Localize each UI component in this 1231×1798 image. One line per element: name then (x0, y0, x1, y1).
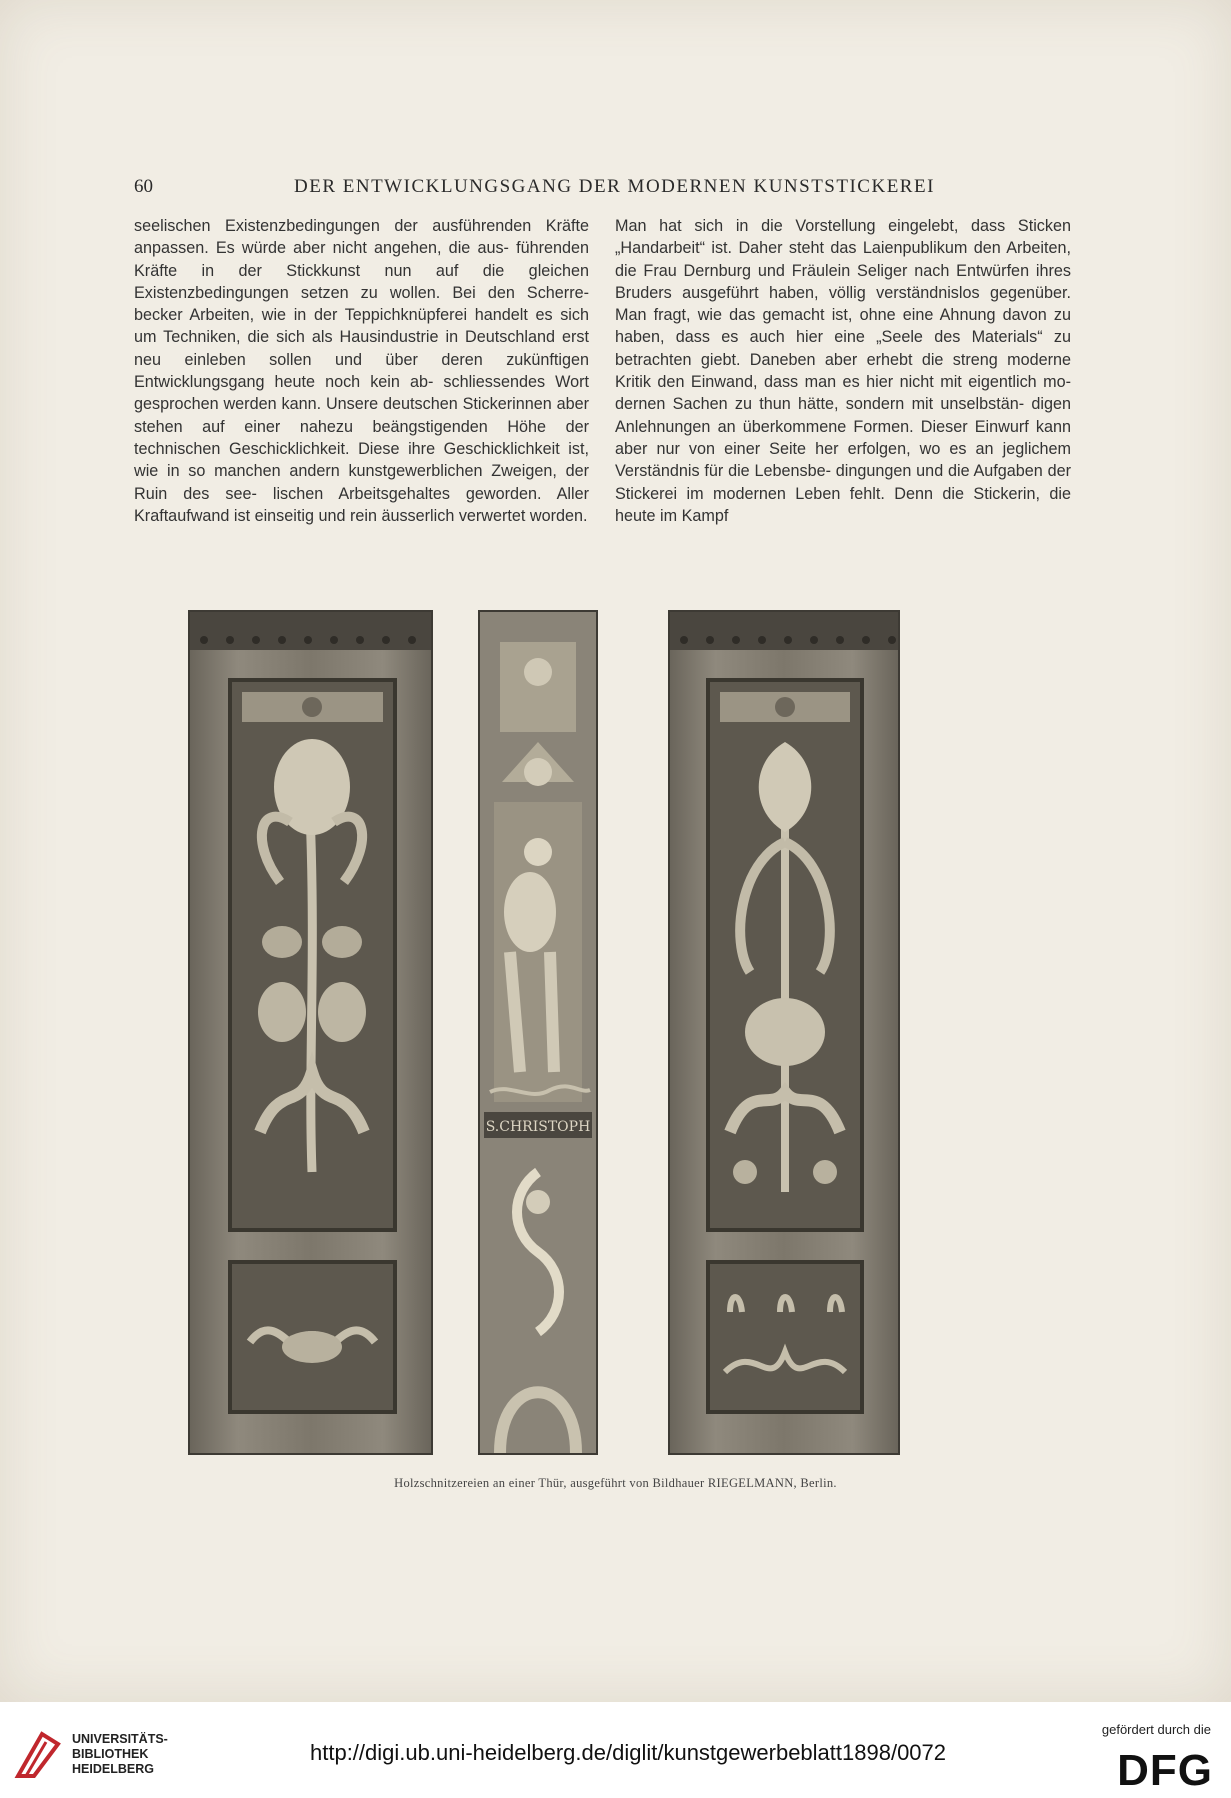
paragraph: seelischen Existenzbedingungen der ausführenden Kräfte anpassen. Es würde aber nicht angehen, die aus- führenden Kräfte in der Stickkunst nun auf die gleichen Existenzbedingungen setzen zu wollen. Bei den Scherre- becker Arbeiten, wie in der Teppichknüpferei handelt es sich um Techniken, die sich als Hausindustrie in Deutschland erst neu einleben sollen und über deren zukünftigen Entwicklungsgang heute noch kein ab- schliessendes Wort gesprochen werden kann. Unsere deutschen Stickerinnen aber stehen auf einer nahezu beängstigenden Höhe der technischen Geschicklichkeit. Diese ihre Geschicklichkeit ist, wie in so manchen andern kunstgewerblichen Zweigen, der Ruin des see- lischen Arbeitsgehaltes geworden. Aller Kraftaufwand ist einseitig und rein äusserlich verwertet worden. (134, 217, 589, 525)
figure-caption: Holzschnitzereien an einer Thür, ausgeführt von Bildhauer RIEGELMANN, Berlin. (394, 1476, 837, 1490)
floral-carving-illustration (670, 612, 898, 1453)
saint-christopher-carving-illustration (480, 612, 596, 1453)
permalink-url[interactable]: http://digi.ub.uni-heidelberg.de/diglit/kunstgewerbeblatt1898/0072 (310, 1740, 947, 1765)
dfg-logo: DFG (1117, 1746, 1213, 1795)
library-line: HEIDELBERG (72, 1762, 154, 1776)
carved-door-panel-left (188, 610, 433, 1455)
carved-pilaster-middle (478, 610, 598, 1455)
university-library-name (72, 1732, 168, 1777)
library-line: UNIVERSITÄTS- (72, 1732, 168, 1746)
paragraph: Man hat sich in die Vorstellung eingelebt, dass Sticken „Handarbeit“ ist. Daher steht das Laienpublikum den Arbeiten, die Frau Dernburg und Fräulein Seliger nach Entwürfen ihres Bruders ausgeführt haben, völlig verständnislos gegenüber. Man fragt, wie das gemacht ist, ohne eine Ahnung davon zu haben, dass es auch hier eine „Seele des Materials“ zu betrachten giebt. Daneben aber erhebt die streng moderne Kritik den Einwand, dass man es hier nicht mit eigentlich mo- dernen Sachen zu thun hätte, sondern mit unselbstän- digen Anlehnungen an überkommene Formen. Dieser Einwurf kann aber nur von einer Seite her erfolgen, wo es an jeglichem Verständnis für die Lebensbe- dingungen und die Aufgaben der Stickerei im modernen Leben fehlt. Denn die Stickerin, die heute im Kampf (615, 217, 1071, 525)
text-column-right (615, 215, 1071, 527)
digitization-footer (0, 1702, 1231, 1798)
funding-note: gefördert durch die (1101, 1722, 1211, 1737)
carved-inscription: S.CHRISTOPH (485, 1119, 591, 1135)
thistle-carving-illustration (190, 612, 431, 1453)
carved-door-panel-right (668, 610, 900, 1455)
library-line: BIBLIOTHEK (72, 1747, 149, 1761)
university-library-logo-icon (14, 1728, 62, 1780)
text-column-left (134, 215, 589, 527)
page-number: 60 (134, 176, 153, 197)
running-title: DER ENTWICKLUNGSGANG DER MODERNEN KUNSTSTICKEREI (294, 176, 935, 197)
figure-wood-carvings (188, 610, 1018, 1455)
